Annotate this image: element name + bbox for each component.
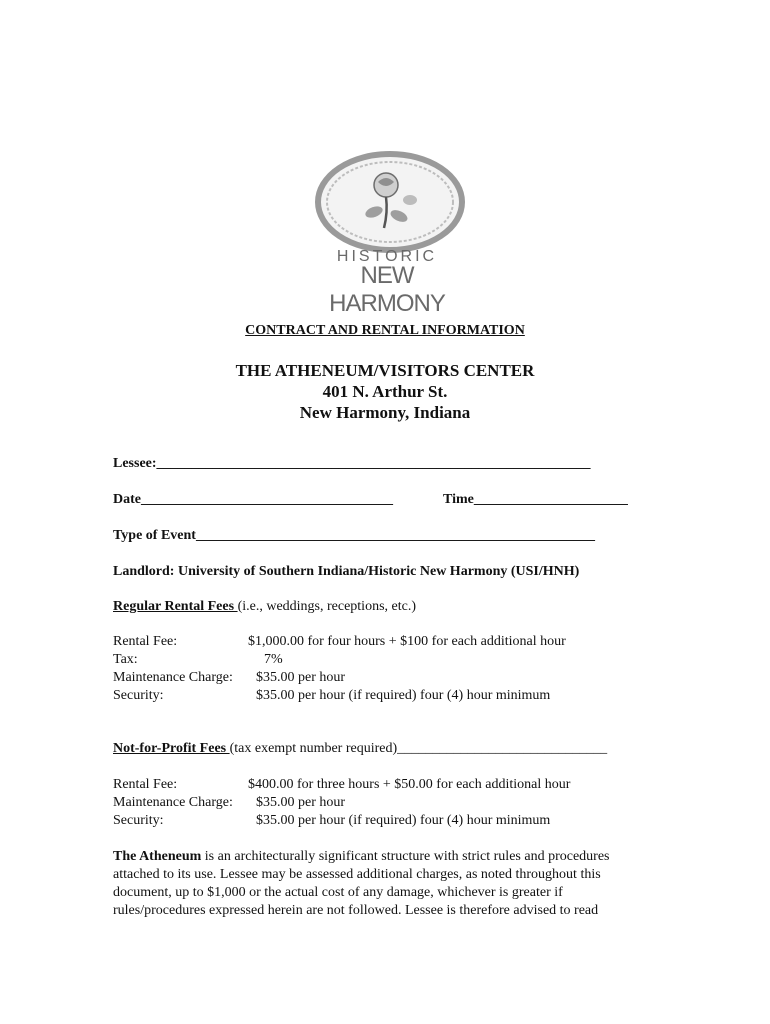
fee-value: $35.00 per hour (if required) four (4) hour minimum: [256, 813, 551, 828]
fee-label: Rental Fee:: [113, 634, 178, 649]
fee-label: Maintenance Charge:: [113, 795, 233, 810]
fee-value: 7%: [264, 652, 283, 667]
fee-value: $35.00 per hour: [256, 795, 346, 810]
lessee-field[interactable]: ______________________________________________________________: [156, 456, 591, 471]
rose-emblem-icon: [318, 154, 462, 250]
nonprofit-fees-note: (tax exempt number required)______________________________: [229, 741, 608, 756]
logo-historic-text: HISTORIC: [336, 248, 438, 265]
fee-label: Security:: [113, 813, 164, 828]
date-field[interactable]: ____________________________________: [141, 492, 393, 507]
fee-label: Maintenance Charge:: [113, 670, 233, 685]
fee-label: Rental Fee:: [113, 777, 178, 792]
fee-row: [113, 634, 177, 650]
landlord-line: Landlord: University of Southern Indiana/Historic New Harmony (USI/HNH): [113, 564, 580, 579]
nonprofit-fees-heading: [113, 741, 607, 757]
venue-name: THE ATHENEUM/VISITORS CENTER: [235, 361, 535, 380]
paragraph-lead: The Atheneum: [113, 849, 202, 864]
venue-heading: [0, 360, 770, 423]
event-label: Type of Event: [113, 528, 196, 543]
paragraph-text: is an architecturally significant structure with strict rules and procedures attached to its use. Lessee may be assessed additional charges, as noted throughout this document, up to $1,000 or the actual cost of any damage, whichever is greater if rules/procedures expressed herein are not followed. Lessee is therefore advised to read: [113, 849, 610, 918]
fee-value: $400.00 for three hours + $50.00 for each additional hour: [248, 777, 571, 792]
event-field[interactable]: _________________________________________________________: [195, 528, 595, 543]
contract-title: CONTRACT AND RENTAL INFORMATION: [245, 323, 525, 338]
regular-fees-note: (i.e., weddings, receptions, etc.): [237, 599, 417, 614]
time-label: Time: [443, 492, 474, 507]
fee-value: $35.00 per hour (if required) four (4) hour minimum: [256, 688, 551, 703]
fee-value: $1,000.00 for four hours + $100 for each additional hour: [248, 634, 566, 649]
time-field[interactable]: ______________________: [473, 492, 628, 507]
date-line: [113, 492, 393, 508]
time-line: [443, 492, 628, 508]
regular-fees-heading: [113, 599, 416, 615]
lessee-line: [113, 456, 591, 472]
fee-label: Tax:: [113, 652, 138, 667]
fee-value: $35.00 per hour: [256, 670, 346, 685]
lessee-label: Lessee:: [113, 456, 157, 471]
nonprofit-fees-title: Not-for-Profit Fees: [113, 741, 230, 756]
logo-new-harmony-text: NEW HARMONY: [329, 262, 445, 317]
venue-city: New Harmony, Indiana: [299, 403, 471, 422]
venue-address: 401 N. Arthur St.: [322, 382, 448, 401]
regular-fees-title: Regular Rental Fees: [113, 599, 238, 614]
date-label: Date: [113, 492, 141, 507]
fee-label: Security:: [113, 688, 164, 703]
event-line: [113, 528, 595, 544]
atheneum-paragraph: [113, 848, 658, 920]
